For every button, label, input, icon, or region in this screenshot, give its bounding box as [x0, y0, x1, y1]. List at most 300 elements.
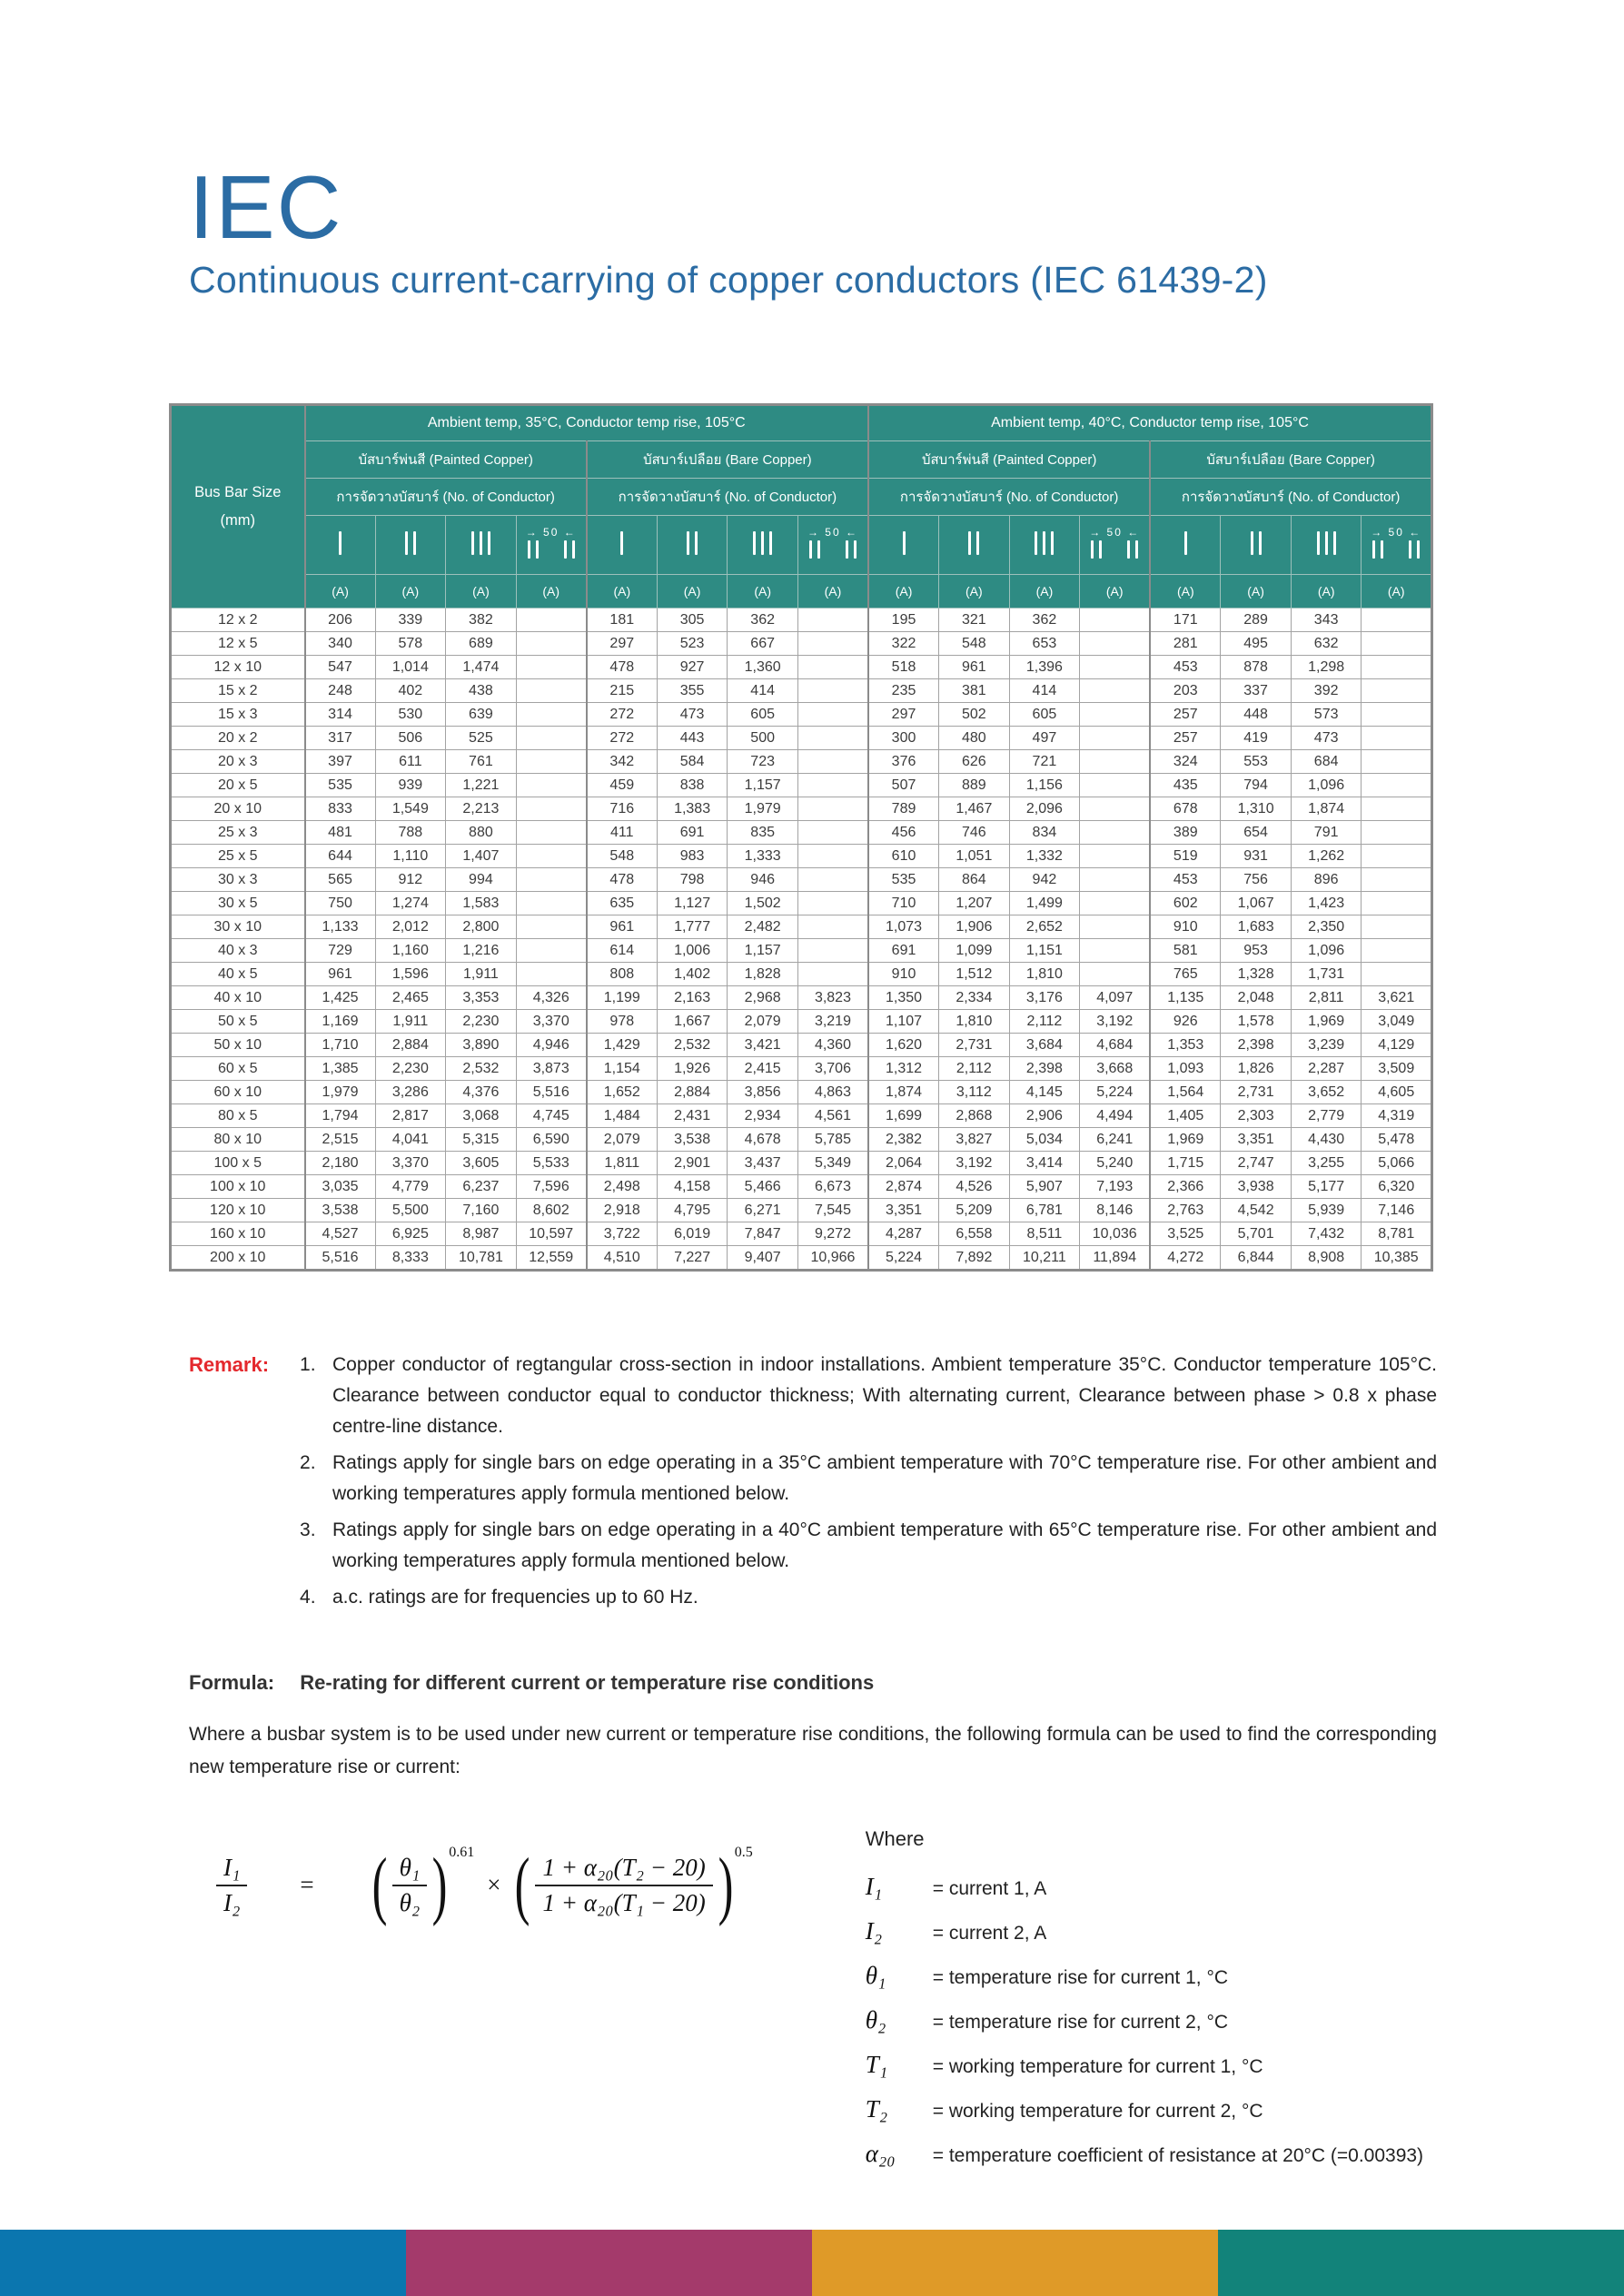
where-label: Where: [865, 1827, 925, 1851]
current-value: 3,509: [1362, 1057, 1432, 1081]
header-row-copper: [171, 441, 1432, 479]
unit-label: (A): [446, 575, 517, 609]
current-2-symbol: I₂: [223, 1888, 241, 1916]
current-value: 1,826: [1221, 1057, 1292, 1081]
current-value: [797, 703, 868, 727]
current-value: 4,360: [797, 1034, 868, 1057]
current-value: 691: [868, 939, 939, 963]
current-value: 926: [1150, 1010, 1221, 1034]
current-value: 340: [305, 632, 376, 656]
busbar-size: 30 x 3: [171, 868, 305, 892]
current-value: [516, 868, 587, 892]
footer-color-band: [406, 2230, 812, 2296]
symbol-definition-row: [866, 2006, 1423, 2051]
current-value: 2,048: [1221, 986, 1292, 1010]
current-value: 4,678: [728, 1128, 798, 1152]
current-value: 3,035: [305, 1175, 376, 1199]
current-value: 3,538: [305, 1199, 376, 1222]
current-value: 376: [868, 750, 939, 774]
unit-label: (A): [728, 575, 798, 609]
current-value: 2,532: [657, 1034, 728, 1057]
current-value: 1,425: [305, 986, 376, 1010]
current-value: 6,925: [375, 1222, 446, 1246]
current-value: 7,227: [657, 1246, 728, 1271]
table-row: [171, 1081, 1432, 1104]
current-value: 808: [587, 963, 658, 986]
current-value: 581: [1150, 939, 1221, 963]
current-value: 1,969: [1150, 1128, 1221, 1152]
current-value: [797, 939, 868, 963]
current-value: 1,810: [1009, 963, 1080, 986]
alpha-fraction: [535, 1854, 712, 1917]
busbar-size: 30 x 5: [171, 892, 305, 915]
current-value: 678: [1150, 797, 1221, 821]
header-row-units: [171, 575, 1432, 609]
current-value: 2,465: [375, 986, 446, 1010]
current-value: 2,415: [728, 1057, 798, 1081]
current-value: 478: [587, 656, 658, 679]
unit-label: (A): [1009, 575, 1080, 609]
current-1-symbol: I₁: [216, 1854, 247, 1886]
painted-copper-header: บัสบาร์พ่นสี (Painted Copper): [868, 441, 1150, 479]
current-value: 195: [868, 609, 939, 632]
current-value: 8,781: [1362, 1222, 1432, 1246]
current-value: 4,326: [516, 986, 587, 1010]
table-row: [171, 1010, 1432, 1034]
current-value: 910: [1150, 915, 1221, 939]
current-value: 1,969: [1291, 1010, 1362, 1034]
current-value: 1,333: [728, 845, 798, 868]
current-value: 6,019: [657, 1222, 728, 1246]
current-value: 5,177: [1291, 1175, 1362, 1199]
table-row: [171, 821, 1432, 845]
current-value: [1080, 750, 1151, 774]
current-value: 961: [939, 656, 1010, 679]
current-value: 2,731: [1221, 1081, 1292, 1104]
current-value: 5,209: [939, 1199, 1010, 1222]
current-value: 500: [728, 727, 798, 750]
current-value: [516, 939, 587, 963]
current-value: 644: [305, 845, 376, 868]
current-value: 8,602: [516, 1199, 587, 1222]
header-row-arrangement-icons: [171, 516, 1432, 575]
current-value: 3,605: [446, 1152, 517, 1175]
footer-color-band: [812, 2230, 1218, 2296]
current-value: 605: [1009, 703, 1080, 727]
current-value: [797, 797, 868, 821]
current-value: 9,272: [797, 1222, 868, 1246]
current-value: 3,684: [1009, 1034, 1080, 1057]
arrangement-label: การจัดวางบัสบาร์ (No. of Conductor): [305, 479, 587, 516]
current-value: 2,498: [587, 1175, 658, 1199]
current-value: 4,145: [1009, 1081, 1080, 1104]
current-value: [1362, 656, 1432, 679]
current-value: 2,901: [657, 1152, 728, 1175]
current-value: 481: [305, 821, 376, 845]
current-value: 4,158: [657, 1175, 728, 1199]
busbar-size: 120 x 10: [171, 1199, 305, 1222]
current-value: 497: [1009, 727, 1080, 750]
current-value: 931: [1221, 845, 1292, 868]
table-row: [171, 1222, 1432, 1246]
table-row: [171, 679, 1432, 703]
current-value: 381: [939, 679, 1010, 703]
current-value: 2,482: [728, 915, 798, 939]
table-row: [171, 868, 1432, 892]
current-value: 3,668: [1080, 1057, 1151, 1081]
current-value: 605: [728, 703, 798, 727]
equals-sign: =: [300, 1871, 314, 1899]
current-value: [1362, 868, 1432, 892]
current-value: 4,745: [516, 1104, 587, 1128]
current-value: 317: [305, 727, 376, 750]
current-value: 4,494: [1080, 1104, 1151, 1128]
current-value: 654: [1221, 821, 1292, 845]
current-value: 506: [375, 727, 446, 750]
current-value: [797, 821, 868, 845]
current-value: 1,350: [868, 986, 939, 1010]
current-value: 1,979: [728, 797, 798, 821]
current-value: 7,596: [516, 1175, 587, 1199]
current-value: 9,407: [728, 1246, 798, 1271]
current-value: 653: [1009, 632, 1080, 656]
current-value: 473: [657, 703, 728, 727]
busbar-size: 12 x 10: [171, 656, 305, 679]
unit-label: (A): [375, 575, 446, 609]
conductor-arrangement-icon: [868, 516, 939, 575]
current-value: 1,731: [1291, 963, 1362, 986]
current-value: 983: [657, 845, 728, 868]
current-value: 1,667: [657, 1010, 728, 1034]
current-value: 206: [305, 609, 376, 632]
busbar-size: 15 x 2: [171, 679, 305, 703]
current-value: 4,097: [1080, 986, 1151, 1010]
current-value: 411: [587, 821, 658, 845]
current-value: 1,156: [1009, 774, 1080, 797]
table-row: [171, 1152, 1432, 1175]
header-row-ambient: [171, 405, 1432, 441]
current-value: 535: [868, 868, 939, 892]
current-value: 667: [728, 632, 798, 656]
theta-fraction: [392, 1854, 428, 1917]
table-row: [171, 939, 1432, 963]
current-value: 3,353: [446, 986, 517, 1010]
current-value: 339: [375, 609, 446, 632]
current-value: [1080, 727, 1151, 750]
conductor-arrangement-icon: [587, 516, 658, 575]
current-value: 961: [587, 915, 658, 939]
current-value: 791: [1291, 821, 1362, 845]
current-value: 584: [657, 750, 728, 774]
current-value: 2,532: [446, 1057, 517, 1081]
definition-text: = current 1, A: [932, 1878, 1047, 1900]
current-value: 2,163: [657, 986, 728, 1010]
table-row: [171, 1104, 1432, 1128]
current-value: 1,396: [1009, 656, 1080, 679]
current-value: 402: [375, 679, 446, 703]
current-value: 435: [1150, 774, 1221, 797]
current-value: 6,320: [1362, 1175, 1432, 1199]
current-value: 3,068: [446, 1104, 517, 1128]
busbar-size: 50 x 5: [171, 1010, 305, 1034]
alpha-denominator: 1 + α₂₀(T₁ − 20): [542, 1888, 706, 1916]
table-row: [171, 986, 1432, 1010]
current-value: 834: [1009, 821, 1080, 845]
current-value: [516, 609, 587, 632]
current-value: 1,502: [728, 892, 798, 915]
current-value: 1,710: [305, 1034, 376, 1057]
current-value: [1080, 797, 1151, 821]
current-value: [1080, 703, 1151, 727]
current-value: 1,499: [1009, 892, 1080, 915]
conductor-arrangement-icon: [1221, 516, 1292, 575]
current-value: 2,874: [868, 1175, 939, 1199]
current-value: 2,918: [587, 1199, 658, 1222]
alpha-numerator: 1 + α₂₀(T₂ − 20): [535, 1854, 712, 1886]
current-value: 2,213: [446, 797, 517, 821]
current-value: 4,272: [1150, 1246, 1221, 1271]
table-row: [171, 963, 1432, 986]
current-value: 1,906: [939, 915, 1010, 939]
current-value: 2,079: [587, 1128, 658, 1152]
current-value: 864: [939, 868, 1010, 892]
current-value: [797, 963, 868, 986]
busbar-size: 40 x 5: [171, 963, 305, 986]
current-value: 3,192: [1080, 1010, 1151, 1034]
current-value: 5,785: [797, 1128, 868, 1152]
current-value: 342: [587, 750, 658, 774]
current-value: 788: [375, 821, 446, 845]
iec-logo: IEC: [189, 157, 343, 257]
current-value: 691: [657, 821, 728, 845]
table-row: [171, 703, 1432, 727]
current-value: 2,303: [1221, 1104, 1292, 1128]
table-row: [171, 774, 1432, 797]
symbol-definition-row: [866, 1873, 1423, 1917]
current-value: 10,597: [516, 1222, 587, 1246]
current-value: 4,946: [516, 1034, 587, 1057]
current-value: [516, 750, 587, 774]
current-value: 8,908: [1291, 1246, 1362, 1271]
current-value: 946: [728, 868, 798, 892]
current-value: [1362, 609, 1432, 632]
current-value: 1,683: [1221, 915, 1292, 939]
symbol-definition-row: [866, 2051, 1423, 2095]
current-value: [1080, 892, 1151, 915]
remark-label: Remark:: [189, 1353, 270, 1377]
current-value: 362: [728, 609, 798, 632]
current-value: 1,385: [305, 1057, 376, 1081]
current-value: 2,112: [1009, 1010, 1080, 1034]
current-value: 414: [1009, 679, 1080, 703]
current-value: 4,795: [657, 1199, 728, 1222]
current-value: [1080, 845, 1151, 868]
current-value: 547: [305, 656, 376, 679]
current-value: 684: [1291, 750, 1362, 774]
table-row: [171, 1246, 1432, 1271]
current-value: 1,810: [939, 1010, 1010, 1034]
unit-label: (A): [1150, 575, 1221, 609]
table-row: [171, 1199, 1432, 1222]
ambient-35-header: Ambient temp, 35°C, Conductor temp rise, 105°C: [305, 405, 869, 441]
current-value: 3,255: [1291, 1152, 1362, 1175]
current-value: 6,558: [939, 1222, 1010, 1246]
busbar-size-header-line2: (mm): [220, 512, 255, 529]
current-value: 3,823: [797, 986, 868, 1010]
current-value: 798: [657, 868, 728, 892]
current-value: [797, 632, 868, 656]
current-value: 257: [1150, 703, 1221, 727]
current-value: 272: [587, 727, 658, 750]
current-value: [516, 679, 587, 703]
current-value: 478: [587, 868, 658, 892]
current-value: [1080, 821, 1151, 845]
current-value: 3,112: [939, 1081, 1010, 1104]
current-value: 5,516: [305, 1246, 376, 1271]
current-value: 7,892: [939, 1246, 1010, 1271]
current-value: 5,939: [1291, 1199, 1362, 1222]
current-value: 3,856: [728, 1081, 798, 1104]
conductor-arrangement-icon: [305, 516, 376, 575]
busbar-size: 40 x 10: [171, 986, 305, 1010]
current-value: 3,525: [1150, 1222, 1221, 1246]
footer-color-band: [0, 2230, 406, 2296]
left-paren: (: [515, 1843, 530, 1928]
current-value: 1,006: [657, 939, 728, 963]
current-value: 4,863: [797, 1081, 868, 1104]
current-value: 2,064: [868, 1152, 939, 1175]
current-value: 4,605: [1362, 1081, 1432, 1104]
current-value: 443: [657, 727, 728, 750]
table-row: [171, 845, 1432, 868]
definition-symbol: I₁: [865, 1873, 883, 1901]
current-value: 1,160: [375, 939, 446, 963]
current-value: 495: [1221, 632, 1292, 656]
current-value: 1,794: [305, 1104, 376, 1128]
current-value: 438: [446, 679, 517, 703]
current-value: 1,911: [375, 1010, 446, 1034]
current-value: 3,049: [1362, 1010, 1432, 1034]
current-value: 2,652: [1009, 915, 1080, 939]
current-value: 355: [657, 679, 728, 703]
current-value: 2,968: [728, 986, 798, 1010]
current-value: 1,014: [375, 656, 446, 679]
conductor-arrangement-icon: → 50 ←: [1080, 516, 1151, 575]
arrangement-label: การจัดวางบัสบาร์ (No. of Conductor): [1150, 479, 1431, 516]
current-value: 756: [1221, 868, 1292, 892]
current-value: 314: [305, 703, 376, 727]
current-value: [1362, 892, 1432, 915]
current-value: [797, 915, 868, 939]
current-value: 548: [587, 845, 658, 868]
busbar-size: 20 x 10: [171, 797, 305, 821]
busbar-size: 50 x 10: [171, 1034, 305, 1057]
current-value: 297: [587, 632, 658, 656]
current-value: 7,193: [1080, 1175, 1151, 1199]
current-value: 3,351: [1221, 1128, 1292, 1152]
current-value: [1362, 797, 1432, 821]
current-value: 765: [1150, 963, 1221, 986]
current-value: 1,274: [375, 892, 446, 915]
definition-symbol: θ₂: [865, 2006, 886, 2034]
current-value: 880: [446, 821, 517, 845]
current-value: 1,979: [305, 1081, 376, 1104]
current-value: 519: [1150, 845, 1221, 868]
current-value: 502: [939, 703, 1010, 727]
current-value: 2,096: [1009, 797, 1080, 821]
current-value: 794: [1221, 774, 1292, 797]
conductor-arrangement-icon: [939, 516, 1010, 575]
current-value: 5,224: [868, 1246, 939, 1271]
current-value: 5,907: [1009, 1175, 1080, 1199]
current-value: 456: [868, 821, 939, 845]
current-value: 4,561: [797, 1104, 868, 1128]
current-value: 1,549: [375, 797, 446, 821]
ambient-40-header: Ambient temp, 40°C, Conductor temp rise, 105°C: [868, 405, 1432, 441]
current-value: 6,590: [516, 1128, 587, 1152]
current-value: 789: [868, 797, 939, 821]
current-value: 2,230: [375, 1057, 446, 1081]
current-value: 716: [587, 797, 658, 821]
current-value: [1080, 915, 1151, 939]
current-value: 1,096: [1291, 774, 1362, 797]
current-value: 2,431: [657, 1104, 728, 1128]
current-value: 1,096: [1291, 939, 1362, 963]
unit-label: (A): [587, 575, 658, 609]
current-value: 1,699: [868, 1104, 939, 1128]
busbar-size: 100 x 5: [171, 1152, 305, 1175]
current-value: 2,731: [939, 1034, 1010, 1057]
current-value: 838: [657, 774, 728, 797]
current-value: 7,160: [446, 1199, 517, 1222]
current-value: [1362, 845, 1432, 868]
current-value: [1362, 679, 1432, 703]
footer-color-bar: [0, 2230, 1624, 2296]
definition-text: = temperature coefficient of resistance at 20°C (=0.00393): [932, 2145, 1424, 2167]
formula-heading-text: Re-rating for different current or temperature rise conditions: [300, 1671, 875, 1695]
symbol-definition-row: [866, 1962, 1423, 2006]
current-value: [516, 892, 587, 915]
current-value: 10,211: [1009, 1246, 1080, 1271]
definition-symbol: θ₁: [865, 1962, 886, 1990]
current-value: [1080, 939, 1151, 963]
current-value: 8,146: [1080, 1199, 1151, 1222]
alpha-term: [510, 1843, 756, 1928]
current-value: 453: [1150, 656, 1221, 679]
current-value: 3,176: [1009, 986, 1080, 1010]
current-value: [1080, 774, 1151, 797]
busbar-size: 80 x 10: [171, 1128, 305, 1152]
unit-label: (A): [1221, 575, 1292, 609]
current-value: 5,516: [516, 1081, 587, 1104]
conductor-arrangement-icon: [446, 516, 517, 575]
current-value: 12,559: [516, 1246, 587, 1271]
current-value: 942: [1009, 868, 1080, 892]
current-value: 4,779: [375, 1175, 446, 1199]
current-value: [516, 797, 587, 821]
current-value: 610: [868, 845, 939, 868]
current-value: 689: [446, 632, 517, 656]
busbar-size: 60 x 10: [171, 1081, 305, 1104]
current-value: [1080, 963, 1151, 986]
current-value: [797, 868, 868, 892]
current-value: 518: [868, 656, 939, 679]
current-value: 1,099: [939, 939, 1010, 963]
current-value: 2,884: [657, 1081, 728, 1104]
current-value: 8,987: [446, 1222, 517, 1246]
busbar-size: 20 x 3: [171, 750, 305, 774]
busbar-size: 100 x 10: [171, 1175, 305, 1199]
